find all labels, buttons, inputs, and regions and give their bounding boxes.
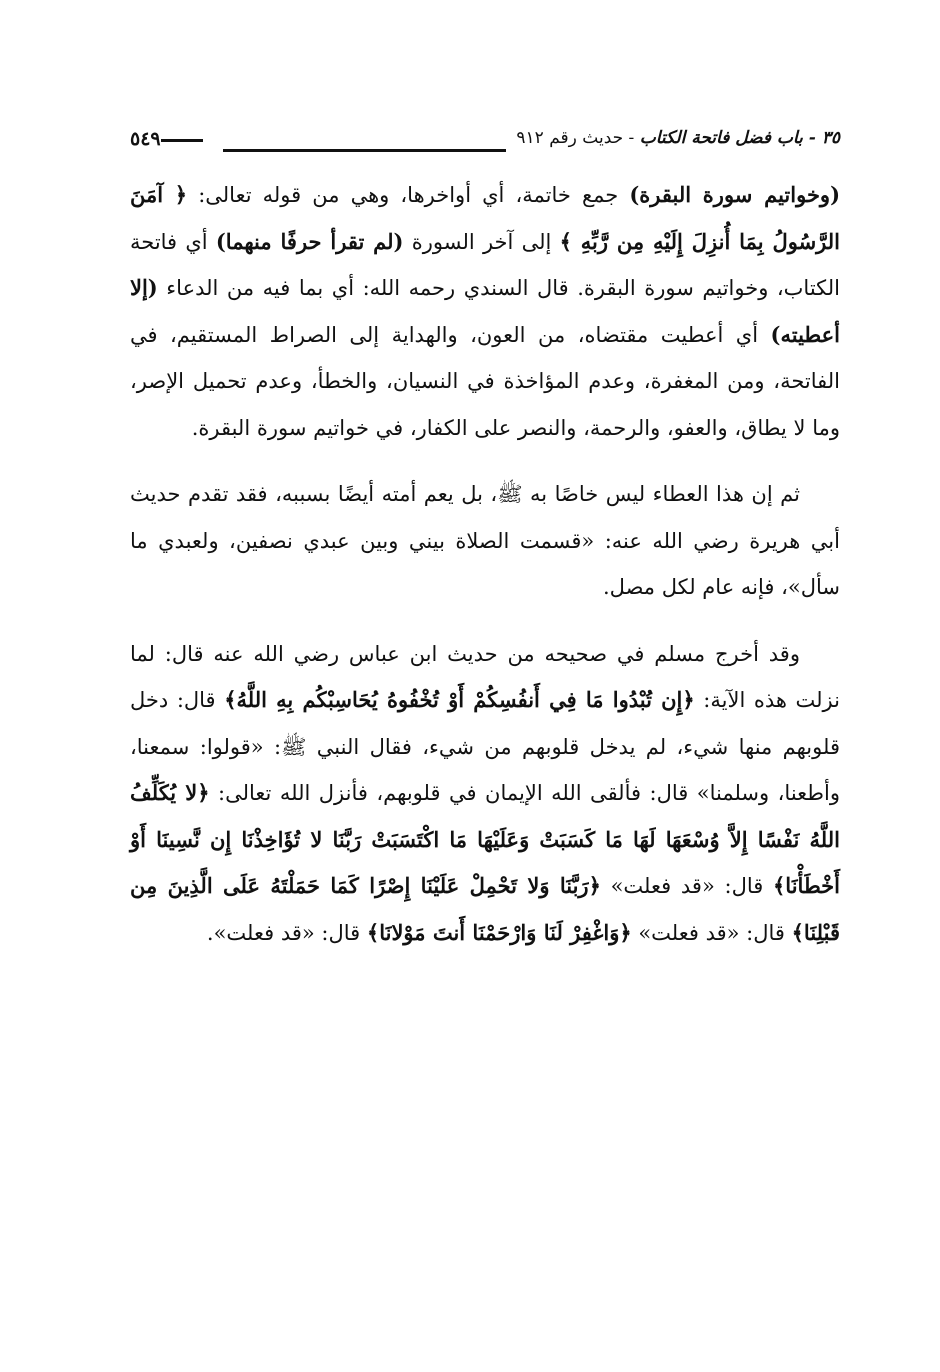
emphasized-text: ﴿ آمَنَ الرَّسُولُ بِمَا أُنزِلَ إِلَيْهِ مِن رَّبِّهِ ﴾ bbox=[130, 182, 840, 254]
paragraph-text: أي فاتحة الكتاب، وخواتيم سورة البقرة. قال السندي رحمه الله: أي بما فيه من الدعاء bbox=[130, 229, 840, 300]
emphasized-text: (وخواتيم سورة البقرة) bbox=[629, 182, 841, 207]
chapter-title: ٣٥ - باب فضل فاتحة الكتاب bbox=[639, 128, 840, 148]
emphasized-text: ﴿لا يُكَلِّفُ اللَّهُ نَفْسًا إِلاَّ وُسْعَهَا لَهَا مَا كَسَبَتْ وَعَلَيْهَا مَا اكْتَسَبَتْ رَبَّنَا لا تُؤَاخِذْنَا إِن نَّسِينَا أَوْ أَخْطَأْنَا﴾ bbox=[130, 780, 840, 898]
paragraph bbox=[130, 471, 840, 611]
emphasized-text: ﴿إِن تُبْدُوا مَا فِي أَنفُسِكُمْ أَوْ تُخْفُوهُ يُحَاسِبْكُم بِهِ اللَّهُ﴾ bbox=[224, 687, 695, 712]
paragraph-text: قال: «قد فعلت» bbox=[600, 874, 773, 898]
page-number-value: ٥٤٩ bbox=[130, 128, 161, 150]
emphasized-text: (إلا أعطيته) bbox=[130, 275, 840, 347]
page-number-dash bbox=[161, 139, 203, 142]
emphasized-text: (لم تقرأ حرفًا منهما) bbox=[215, 228, 404, 254]
body-text bbox=[130, 172, 840, 956]
emphasized-text: ﴿وَاغْفِرْ لَنَا وَارْحَمْنَا أَنتَ مَوْلانَا﴾ bbox=[366, 919, 632, 945]
paragraph-text: قال: «قد فعلت». bbox=[206, 920, 367, 945]
running-header bbox=[130, 112, 840, 154]
paragraph bbox=[130, 172, 840, 451]
paragraph-text: إلى آخر السورة bbox=[403, 229, 560, 254]
paragraph-text: قال: دخل قلوبهم منها شيء، لم يدخل قلوبهم من شيء، فقال النبي ﷺ: «قولوا: سمعنا، وأطعنا، وسلمنا» قال: فألقى الله الإيمان في قلوبهم، فأنزل الله تعالى: bbox=[130, 688, 840, 805]
page-number bbox=[130, 128, 213, 154]
chapter-heading bbox=[516, 128, 840, 154]
paragraph-text: ثم إن هذا العطاء ليس خاصًا به ﷺ، بل يعم أمته أيضًا بسببه، فقد تقدم حديث أبي هريرة رضي الله عنه: «قسمت الصلاة بيني وبين عبدي نصفين، ولعبدي ما سأل»، فإنه عام لكل مصل. bbox=[130, 482, 840, 599]
paragraph-text: أي أعطيت مقتضاه، من العون، والهداية إلى الصراط المستقيم، في الفاتحة، ومن المغفرة، وعدم المؤاخذة في النسيان، والخطأ، وعدم تحميل الإصر، وما لا يطاق، والعفو، والرحمة، والنصر على الكفار، في خواتيم سورة البقرة. bbox=[130, 322, 840, 440]
paragraph bbox=[130, 631, 840, 957]
paragraph-text: قال: «قد فعلت» bbox=[631, 920, 792, 945]
hadith-reference: - حديث رقم ٩١٢ bbox=[516, 128, 640, 148]
book-page bbox=[130, 112, 840, 976]
paragraph-text: جمع خاتمة، أي أواخرها، وهي من قوله تعالى: bbox=[187, 183, 630, 207]
emphasized-text: ﴿رَبَّنَا وَلا تَحْمِلْ عَلَيْنَا إِصْرًا كَمَا حَمَلْتَهُ عَلَى الَّذِينَ مِن قَبْلِنَا﴾ bbox=[130, 873, 840, 945]
paragraph-text: وقد أخرج مسلم في صحيحه من حديث ابن عباس رضي الله عنه قال: لما نزلت هذه الآية: bbox=[130, 641, 840, 712]
header-rule bbox=[223, 149, 507, 152]
